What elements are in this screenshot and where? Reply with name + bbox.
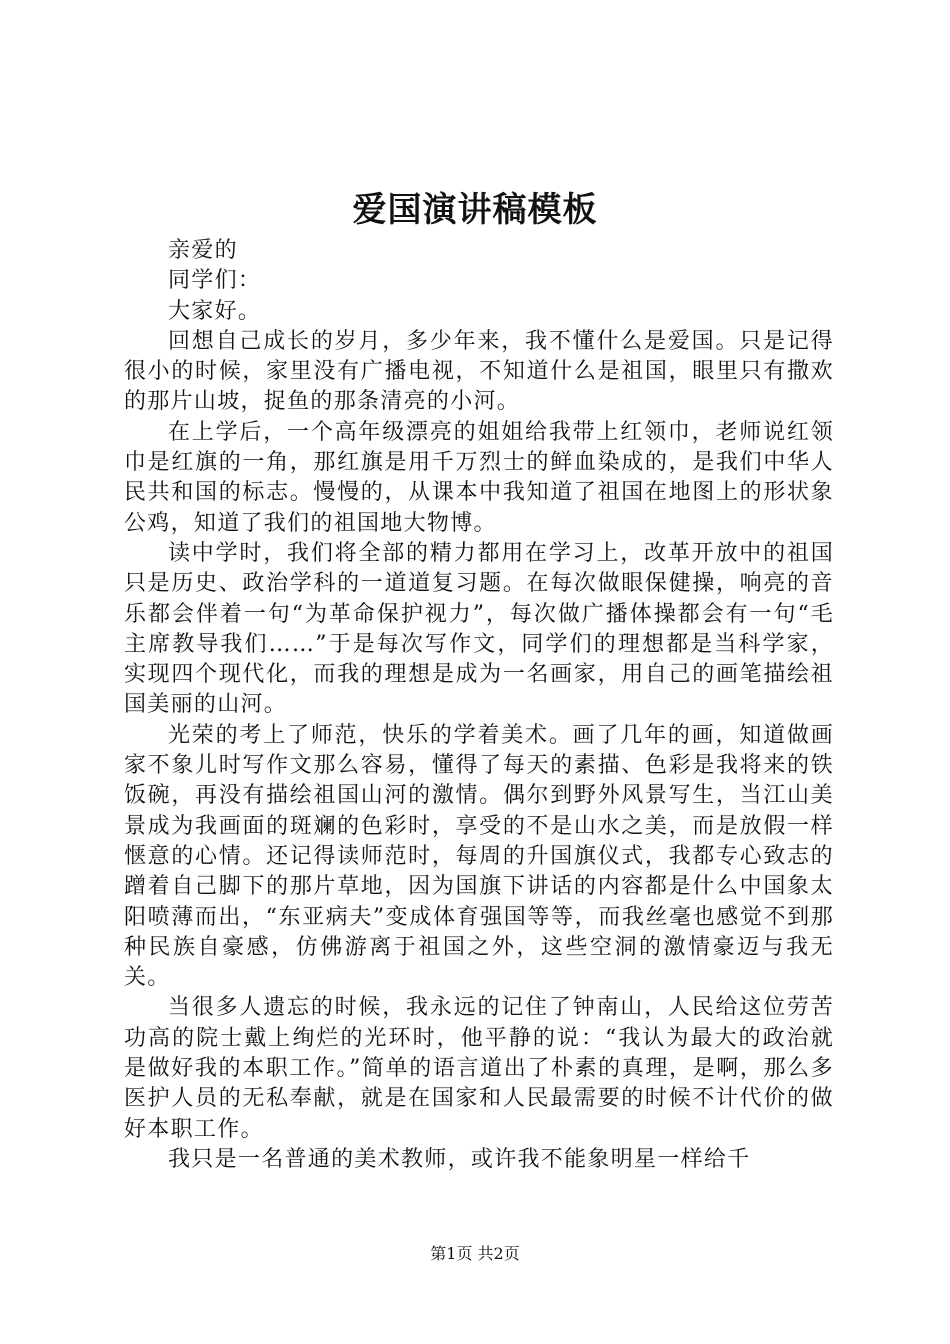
paragraph: 在上学后，一个高年级漂亮的姐姐给我带上红领巾，老师说红领巾是红旗的一角，那红旗是用千万烈士的鲜血染成的，是我们中华人民共和国的标志。慢慢的，从课本中我知道了祖国在地图上的形状象公鸡，知道了我们的祖国地大物博。 — [124, 419, 834, 536]
document-title: 爱国演讲稿模板 — [352, 190, 598, 230]
document-body — [124, 236, 834, 1175]
page-number-footer: 第1页 共2页 — [430, 1244, 520, 1263]
paragraph: 读中学时，我们将全部的精力都用在学习上，改革开放中的祖国只是历史、政治学科的一道道复习题。在每次做眼保健操，响亮的音乐都会伴着一句“为革命保护视力”，每次做广播体操都会有一句“毛主席教导我们……”于是每次写作文，同学们的理想都是当科学家，实现四个现代化，而我的理想是成为一名画家，用自己的画笔描绘祖国美丽的山河。 — [124, 540, 834, 718]
salutation-line: 大家好。 — [168, 298, 262, 324]
paragraph: 我只是一名普通的美术教师，或许我不能象明星一样给千 — [168, 1146, 751, 1172]
salutation-line: 亲爱的 — [168, 238, 238, 263]
paragraph: 光荣的考上了师范，快乐的学着美术。画了几年的画，知道做画家不象儿时写作文那么容易，懂得了每天的素描、色彩是我将来的铁饭碗，再没有描绘祖国山河的激情。偶尔到野外风景写生，当江山美景成为我画面的斑斓的色彩时，享受的不是山水之美，而是放假一样惬意的心情。还记得读师范时，每周的升国旗仪式，我都专心致志的蹭着自己脚下的那片草地，因为国旗下讲话的内容都是什么中国象太阳喷薄而出，“东亚病夫”变成体育强国等等，而我丝毫也感觉不到那种民族自豪感，仿佛游离于祖国之外，这些空洞的激情豪迈与我无关。 — [124, 722, 834, 991]
paragraph: 当很多人遗忘的时候，我永远的记住了钟南山，人民给这位劳苦功高的院士戴上绚烂的光环时，他平静的说：“我认为最大的政治就是做好我的本职工作。”简单的语言道出了朴素的真理，是啊，那么多医护人员的无私奉献，就是在国家和人民最需要的时候不计代价的做好本职工作。 — [124, 995, 834, 1142]
paragraph: 回想自己成长的岁月，多少年来，我不懂什么是爱国。只是记得很小的时候，家里没有广播电视，不知道什么是祖国，眼里只有撒欢的那片山坡，捉鱼的那条清亮的小河。 — [124, 328, 834, 415]
salutation-line: 同学们： — [168, 268, 262, 294]
